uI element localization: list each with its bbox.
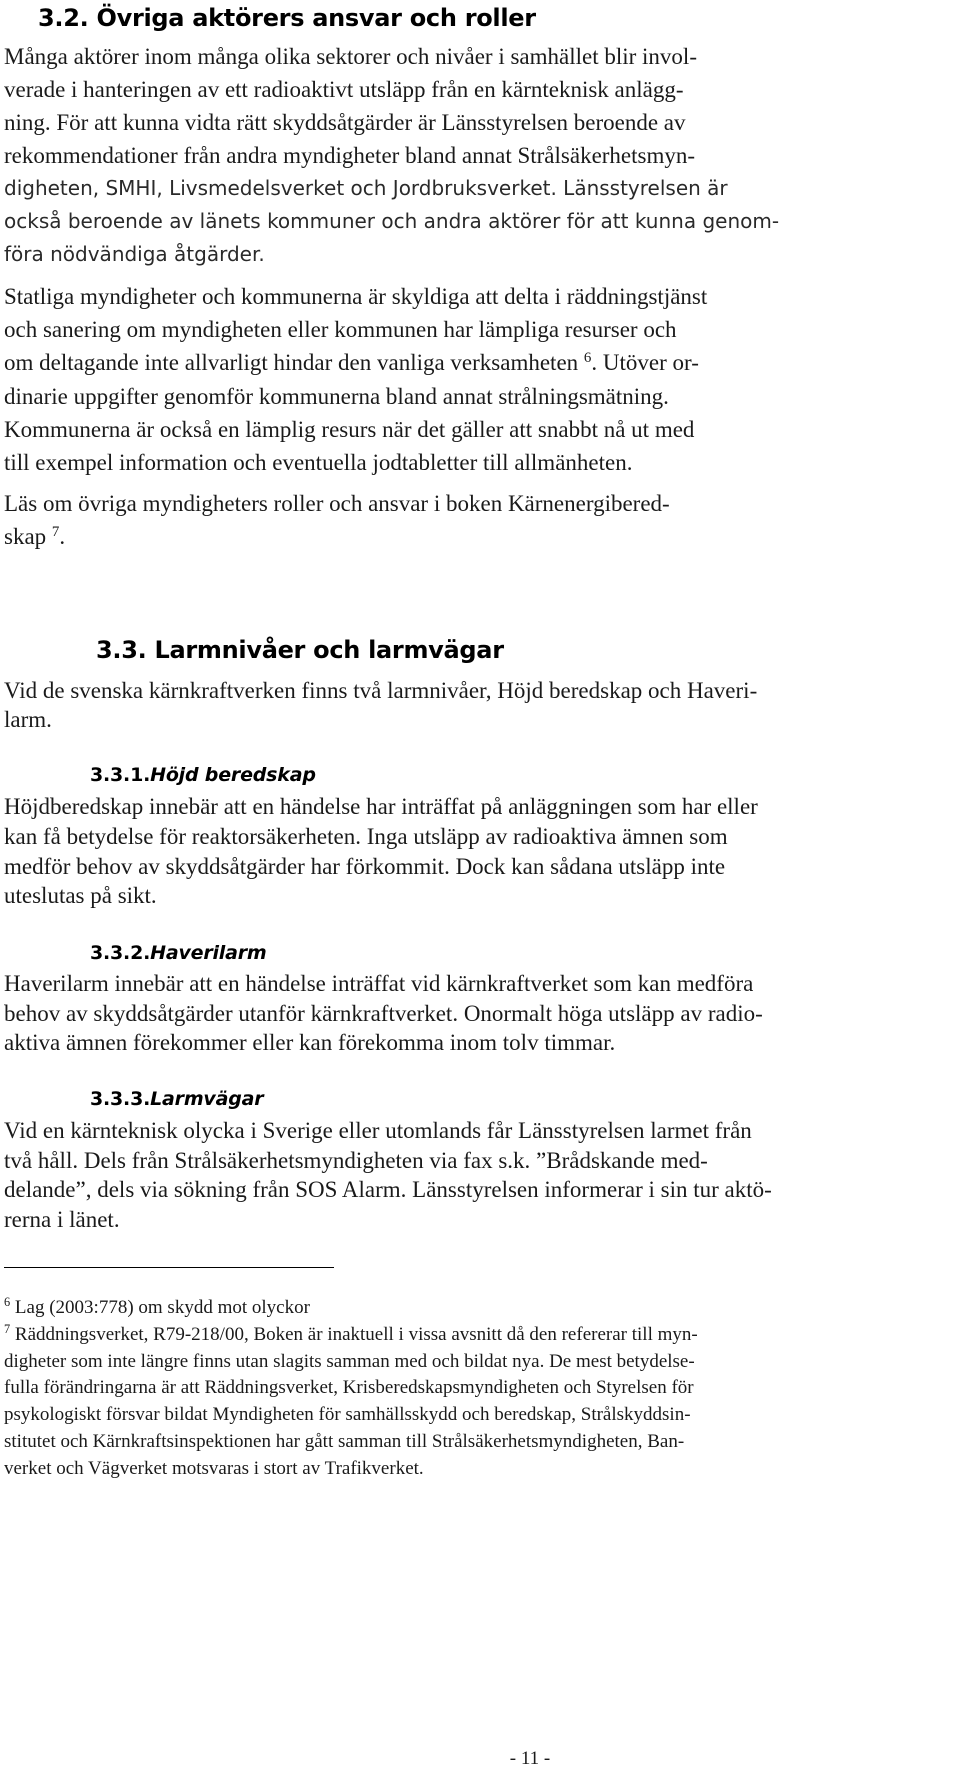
subsection-number: 3.3.3. [90, 1088, 151, 1110]
subsection-number: 3.3.1. [90, 764, 151, 786]
paragraph-line: skap $^7$. [4, 523, 66, 549]
section-heading-3-2 [38, 4, 536, 32]
paragraph-line: Läs om övriga myndigheters roller och ansvar i boken Kärnenergibered- [4, 491, 670, 516]
page-number-container [0, 1748, 960, 1770]
subsection-heading-3-3-2 [90, 942, 267, 964]
paragraph-line: digheten, SMHI, Livsmedelsverket och Jordbruksverket. Länsstyrelsen är [4, 176, 728, 200]
paragraph-line: Haverilarm innebär att en händelse inträffat vid kärnkraftverket som kan medföra [4, 971, 754, 996]
paragraph-line: uteslutas på sikt. [4, 883, 157, 908]
section-heading-3-3 [96, 636, 504, 664]
subsection-number: 3.3.2. [90, 942, 151, 964]
footnote-mark: 7 [4, 1322, 11, 1337]
subsection-heading-3-3-1 [90, 764, 316, 786]
paragraph-line: Många aktörer inom många olika sektorer och nivåer i samhället blir invol- [4, 44, 697, 69]
paragraph-line: larm. [4, 707, 52, 732]
footnote-line: psykologiskt försvar bildat Myndigheten för samhällsskydd och beredskap, Strålskyddsin- [4, 1404, 691, 1425]
paragraph-line: Vid en kärnteknisk olycka i Sverige eller utomlands får Länsstyrelsen larmet från [4, 1118, 752, 1143]
footnote-6: $^6$ Lag (2003:778) om skydd mot olyckor [4, 1295, 310, 1318]
footnote-ref-6[interactable]: 6 [583, 349, 592, 366]
page-number: - 11 - [509, 1748, 551, 1769]
section-title: Övriga aktörers ansvar och roller [96, 4, 536, 32]
section-number: 3.2. [38, 4, 89, 32]
footnote-mark: 6 [4, 1295, 11, 1310]
paragraph-line: också beroende av länets kommuner och andra aktörer för att kunna genom- [4, 209, 780, 233]
paragraph-line: medför behov av skyddsåtgärder har förkommit. Dock kan sådana utsläpp inte [4, 854, 726, 879]
footnote-line: verket och Vägverket motsvaras i stort av Trafikverket. [4, 1458, 424, 1479]
paragraph-line: och sanering om myndigheten eller kommunen har lämpliga resurser och [4, 317, 677, 342]
footnote-separator [4, 1267, 334, 1268]
footnote-line: stitutet och Kärnkraftsinspektionen har gått samman till Strålsäkerhetsmyndigheten, Ban- [4, 1431, 685, 1452]
subsection-title: Larmvägar [150, 1088, 264, 1110]
footnote-7: $^7$ Räddningsverket, R79-218/00, Boken är inaktuell i vissa avsnitt då den refererar till myn- [4, 1322, 698, 1345]
paragraph-line: till exempel information och eventuella jodtabletter till allmänheten. [4, 450, 633, 475]
paragraph-line: rekommendationer från andra myndigheter bland annat Strålsäkerhetsmyn- [4, 143, 696, 168]
footnote-line: fulla förändringarna är att Räddningsverket, Krisberedskapsmyndigheten och Styrelsen för [4, 1377, 694, 1398]
paragraph-line: aktiva ämnen förekommer eller kan förekomma inom tolv timmar. [4, 1030, 616, 1055]
section-number: 3.3. [96, 636, 147, 664]
paragraph-line: verade i hanteringen av ett radioaktivt utsläpp från en kärnteknisk anlägg- [4, 77, 684, 102]
paragraph-line: om deltagande inte allvarligt hindar den vanliga verksamheten $^6$. Utöver or- [4, 349, 699, 375]
paragraph-line: föra nödvändiga åtgärder. [4, 242, 265, 266]
paragraph-line: Kommunerna är också en lämplig resurs när det gäller att snabbt nå ut med [4, 417, 695, 442]
paragraph-line: kan få betydelse för reaktorsäkerheten. Inga utsläpp av radioaktiva ämnen som [4, 824, 728, 849]
paragraph-line: rerna i länet. [4, 1207, 120, 1232]
paragraph-line: Statliga myndigheter och kommunerna är skyldiga att delta i räddningstjänst [4, 284, 708, 309]
paragraph-line: två håll. Dels från Strålsäkerhetsmyndigheten via fax s.k. ”Brådskande med- [4, 1148, 708, 1173]
paragraph-line: ning. För att kunna vidta rätt skyddsåtgärder är Länsstyrelsen beroende av [4, 110, 686, 135]
paragraph-line: delande”, dels via sökning från SOS Alarm. Länsstyrelsen informerar i sin tur aktö- [4, 1177, 772, 1202]
paragraph-line: behov av skyddsåtgärder utanför kärnkraftverket. Onormalt höga utsläpp av radio- [4, 1001, 763, 1026]
subsection-heading-3-3-3 [90, 1088, 263, 1110]
footnote-ref-7[interactable]: 7 [51, 523, 60, 540]
paragraph-line: Höjdberedskap innebär att en händelse har inträffat på anläggningen som har eller [4, 794, 758, 819]
paragraph-line: Vid de svenska kärnkraftverken finns två larmnivåer, Höjd beredskap och Haveri- [4, 678, 758, 703]
subsection-title: Haverilarm [150, 942, 267, 964]
footnote-line: digheter som inte längre finns utan slagits samman med och bildat nya. De mest betydelse- [4, 1351, 695, 1372]
paragraph-line: dinarie uppgifter genomför kommunerna bland annat strålningsmätning. [4, 384, 669, 409]
section-title: Larmnivåer och larmvägar [154, 636, 504, 664]
subsection-title: Höjd beredskap [150, 764, 316, 786]
